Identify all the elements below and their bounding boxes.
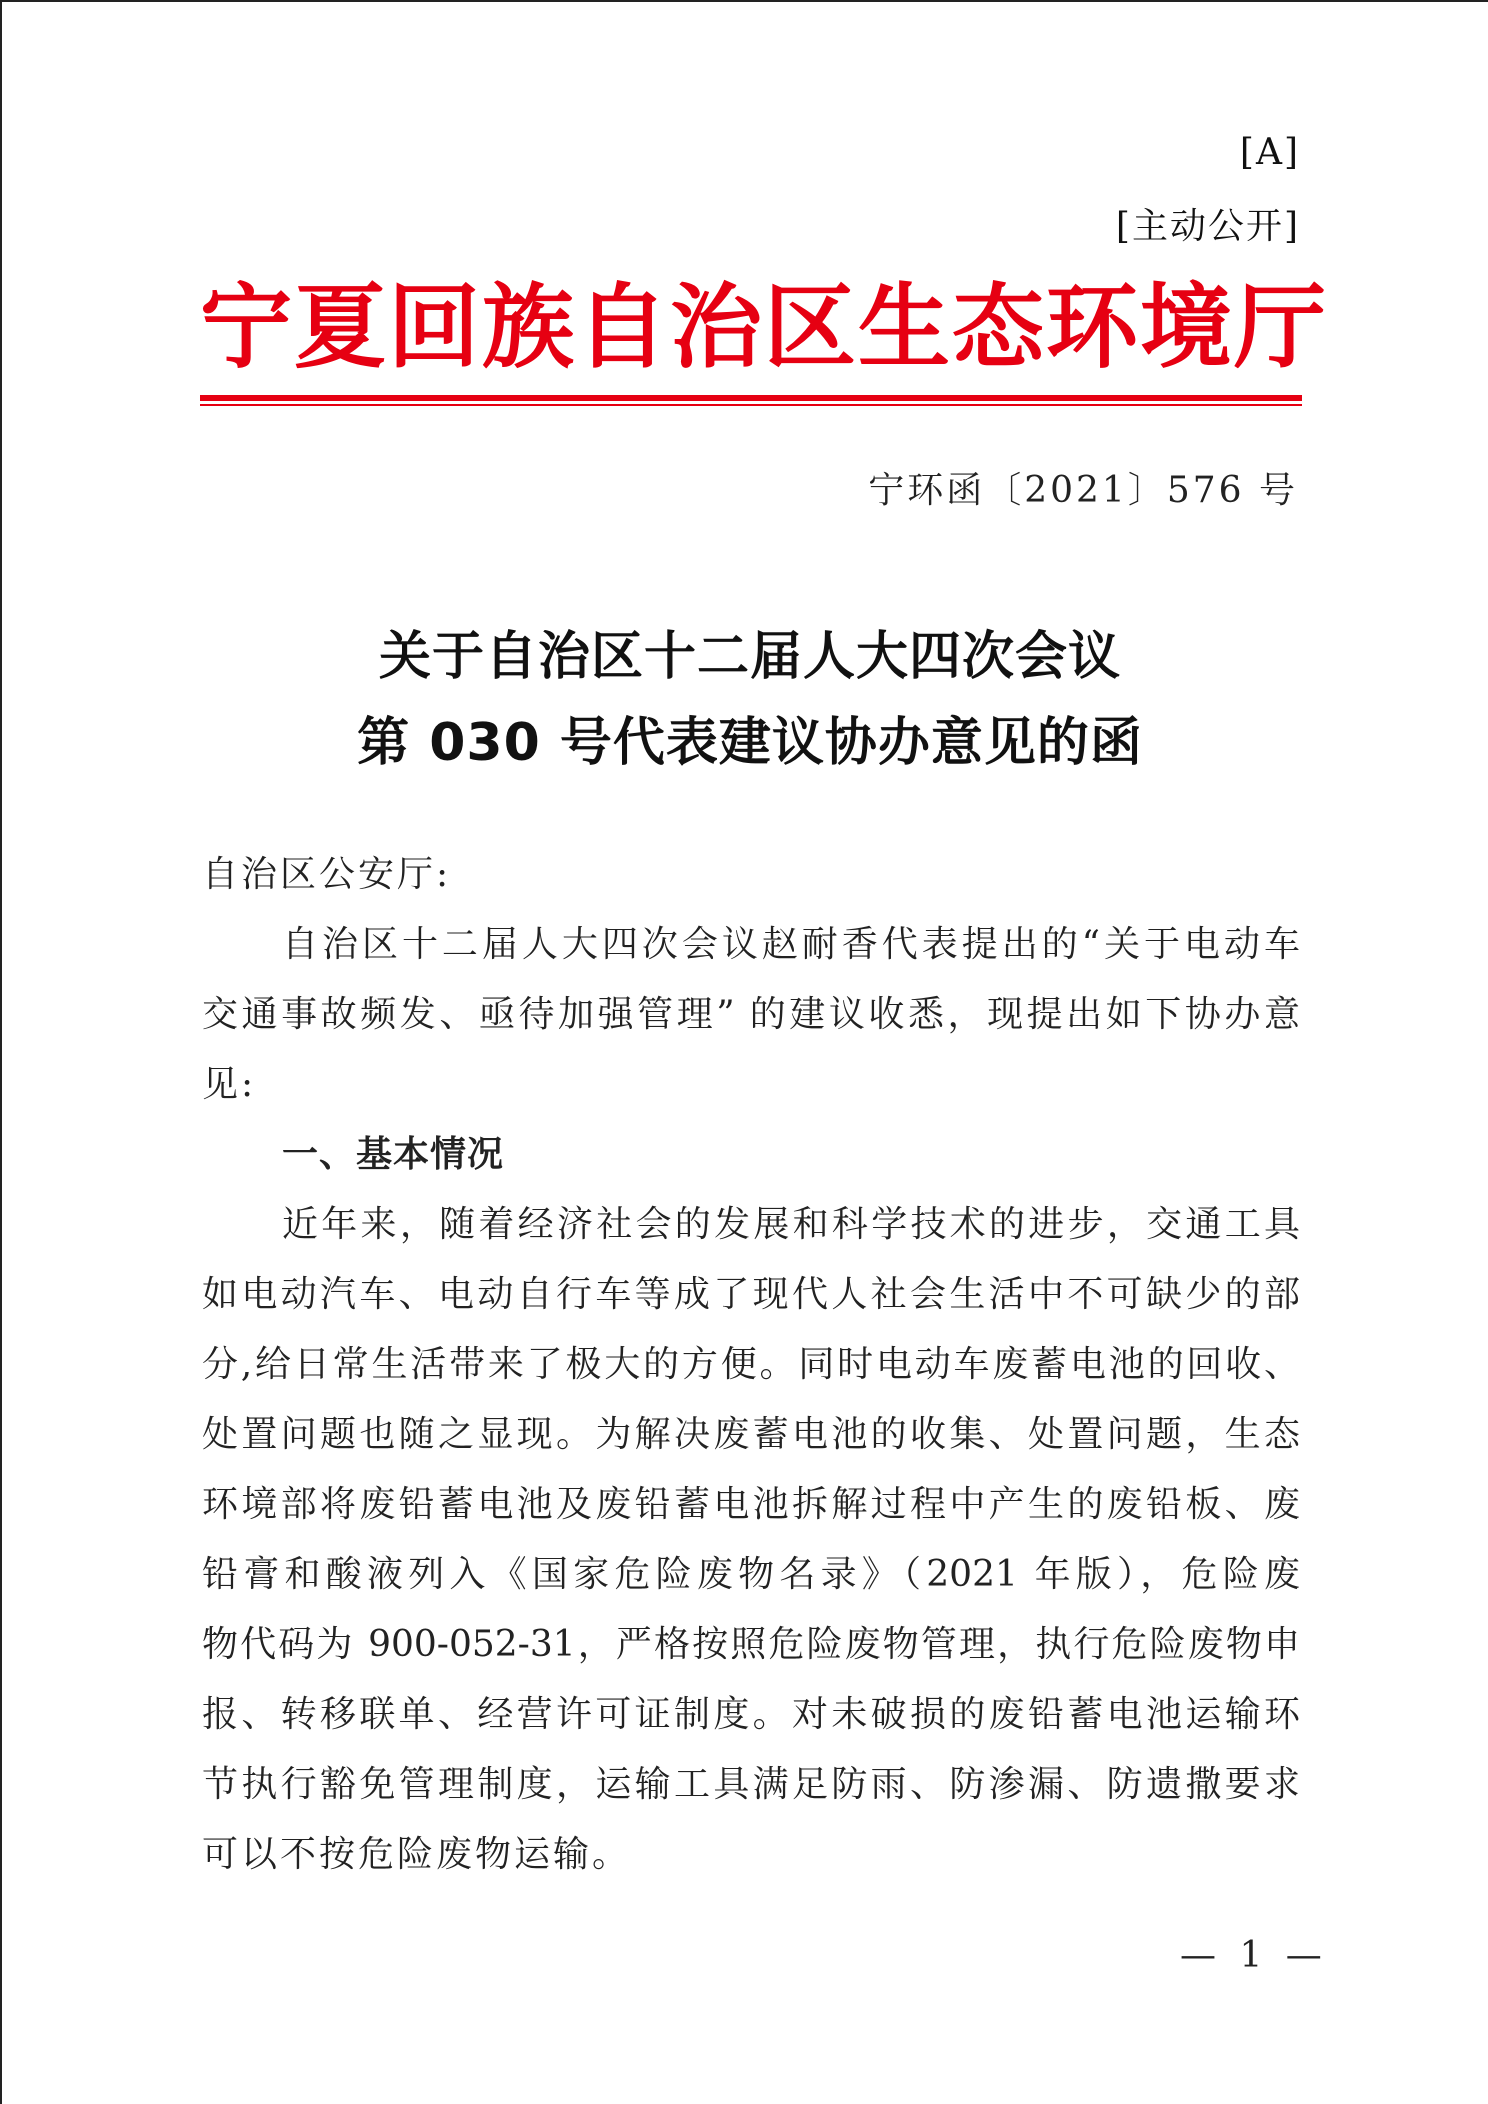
document-title-line-2: 第 030 号代表建议协办意见的函	[357, 713, 1143, 773]
masthead-rule-thin	[200, 404, 1302, 406]
disclosure-label: [主动公开]	[1115, 206, 1300, 247]
body-line: 物代码为 900-052-31，严格按照危险废物管理，执行危险废物申	[202, 1624, 1300, 1665]
body-line: 环境部将废铅蓄电池及废铅蓄电池拆解过程中产生的废铅板、废	[202, 1484, 1300, 1525]
body-line: 近年来，随着经济社会的发展和科学技术的进步，交通工具	[282, 1204, 1300, 1245]
document-title-line-1: 关于自治区十二届人大四次会议	[378, 627, 1121, 687]
body-line: 铅膏和酸液列入《国家危险废物名录》（2021 年版），危险废	[202, 1554, 1300, 1595]
section-heading: 一、基本情况	[282, 1134, 505, 1175]
body-line: 可以不按危险废物运输。	[202, 1834, 632, 1875]
body-line: 见:	[202, 1064, 257, 1105]
classification-code: [A]	[1239, 132, 1300, 173]
agency-masthead: 宁夏回族自治区生态环境厅	[200, 274, 1329, 381]
body-line: 处置问题也随之显现。为解决废蓄电池的收集、处置问题，生态	[202, 1414, 1300, 1455]
body-line: 如电动汽车、电动自行车等成了现代人社会生活中不可缺少的部	[202, 1274, 1300, 1315]
body-line: 自治区十二届人大四次会议赵耐香代表提出的“关于电动车	[282, 924, 1300, 965]
addressee: 自治区公安厅:	[202, 854, 452, 895]
page-number: — 1 —	[1180, 1935, 1328, 1976]
body-line: 分,给日常生活带来了极大的方便。同时电动车废蓄电池的回收、	[202, 1344, 1300, 1385]
masthead-rule-thick	[200, 395, 1302, 401]
body-line: 节执行豁免管理制度，运输工具满足防雨、防渗漏、防遗撒要求	[202, 1764, 1300, 1805]
body-line: 报、转移联单、经营许可证制度。对未破损的废铅蓄电池运输环	[202, 1694, 1300, 1735]
document-number: 宁环函〔2021〕576 号	[868, 470, 1298, 511]
body-line: 交通事故频发、亟待加强管理” 的建议收悉，现提出如下协办意	[202, 994, 1300, 1035]
